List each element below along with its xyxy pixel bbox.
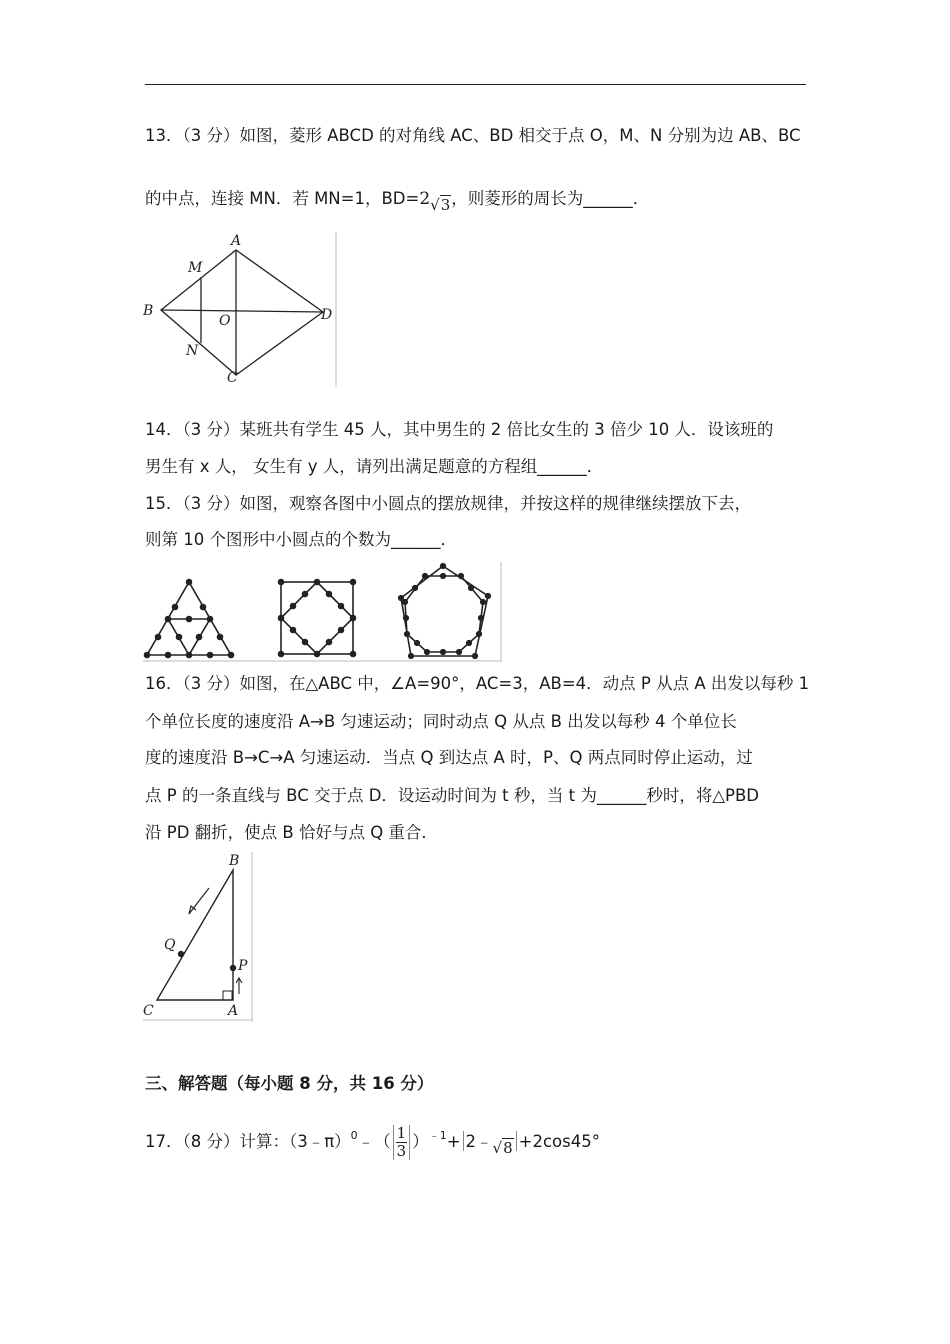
pattern-square-dots xyxy=(278,579,356,657)
q17-tail: +2cos45° xyxy=(518,1132,600,1151)
q13-line-2-post: ，则菱形的周长为______． xyxy=(451,189,650,208)
q13-line-2 xyxy=(145,187,649,217)
label-c: C xyxy=(227,370,238,386)
q17-close: ） xyxy=(412,1132,429,1151)
q14-line-2: 男生有 x 人， 女生有 y 人，请列出满足题意的方程组______． xyxy=(145,457,604,476)
q13-line-1: 13．（3 分）如图，菱形 ABCD 的对角线 AC、BD 相交于点 O，M、N 分别为边 AB、BC xyxy=(145,126,801,145)
q17-prefix: 17．（8 分）计算：（3﹣π） xyxy=(145,1132,351,1151)
label-q: Q xyxy=(164,937,176,953)
label-p: P xyxy=(238,958,248,974)
label-a: A xyxy=(231,233,242,249)
arrow-q-direction xyxy=(189,888,209,914)
q15-line-2: 则第 10 个图形中小圆点的个数为______． xyxy=(145,530,457,549)
q17-exp-zero: 0 xyxy=(350,1129,358,1142)
q15-pattern-figure xyxy=(143,562,505,662)
q17-abs-inner: 2﹣ xyxy=(465,1132,493,1151)
header-rule xyxy=(145,84,806,85)
label-a: A xyxy=(228,1003,239,1019)
q17-fraction: $\frac{1}{3}$ xyxy=(393,1125,411,1160)
label-m: M xyxy=(188,260,203,276)
q14-line-1: 14．（3 分）某班共有学生 45 人，其中男生的 2 倍比女生的 3 倍少 10 人．设该班的 xyxy=(145,420,774,439)
q13-bd-coef: 2 xyxy=(419,189,431,209)
q16-line-4: 点 P 的一条直线与 BC 交于点 D．设运动时间为 t 秒，当 t 为______秒时，将△PBD xyxy=(145,786,760,805)
right-angle-mark xyxy=(223,991,232,1000)
label-b: B xyxy=(229,853,240,869)
q16-line-3: 度的速度沿 B→C→A 匀速运动．当点 Q 到达点 A 时，P、Q 两点同时停止运动，过 xyxy=(145,748,753,767)
triangle-abc xyxy=(157,870,233,1000)
point-p xyxy=(230,965,236,971)
q17-exp-neg-one: ﹣1 xyxy=(428,1129,447,1142)
q13-line-2-pre: 的中点，连接 MN．若 MN=1，BD= xyxy=(145,189,420,208)
q16-triangle-figure xyxy=(143,852,255,1022)
point-q xyxy=(178,951,184,957)
q17-sqrt: √8 xyxy=(492,1139,513,1157)
q17-abs-right xyxy=(516,1131,517,1151)
diagonal-bd xyxy=(161,310,323,312)
q16-line-1: 16．（3 分）如图，在△ABC 中，∠A=90°，AC=3，AB=4．动点 P 从点 A 出发以每秒 1 xyxy=(145,674,810,693)
q17-abs-left xyxy=(463,1131,464,1151)
pattern-square xyxy=(281,582,353,654)
q17-plus: + xyxy=(446,1132,461,1151)
q16-line-2: 个单位长度的速度沿 A→B 匀速运动；同时动点 Q 从点 B 出发以每秒 4 个单位长 xyxy=(145,712,737,731)
q13-rhombus-figure xyxy=(143,232,339,387)
q15-line-1: 15．（3 分）如图，观察各图中小圆点的摆放规律，并按这样的规律继续摆放下去， xyxy=(145,494,751,513)
label-d: D xyxy=(321,307,333,323)
label-b: B xyxy=(143,303,154,319)
label-n: N xyxy=(186,343,199,359)
label-o: O xyxy=(219,313,231,329)
q17-minus: ﹣（ xyxy=(357,1132,391,1151)
label-c: C xyxy=(143,1003,154,1019)
q16-line-5: 沿 PD 翻折，使点 B 恰好与点 Q 重合． xyxy=(145,823,438,842)
q17-line xyxy=(145,1116,600,1168)
pattern-triangle-dots xyxy=(144,579,234,658)
q13-bd-sqrt: √3 xyxy=(430,196,451,214)
section-3-heading: 三、解答题（每小题 8 分，共 16 分） xyxy=(145,1074,434,1093)
